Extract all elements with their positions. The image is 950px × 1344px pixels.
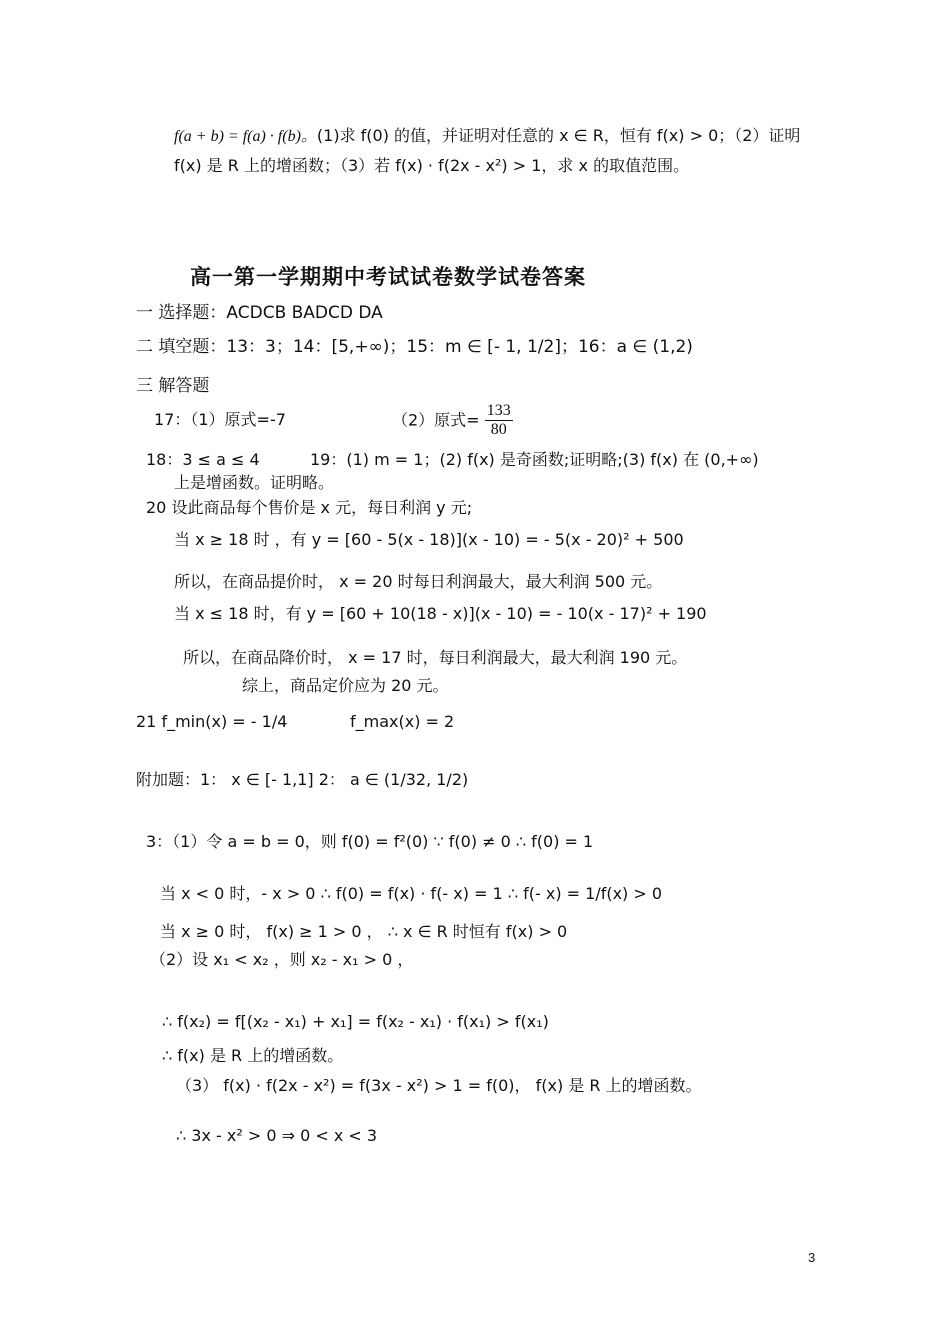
section-fill: 二 填空题：13：3；14：[5,+∞)；15：m ∈ [- 1, 1/2]；16：a ∈ (1,2): [136, 337, 693, 357]
answer-17-part1: 17：（1）原式=-7: [154, 410, 286, 429]
problem-line-1-math: f(a + b) = f(a) · f(b)。: [174, 128, 317, 145]
answer-18: 18：3 ≤ a ≤ 4: [146, 450, 260, 469]
answer-20-case2: 当 x ≤ 18 时，有 y = [60 + 10(18 - x)](x - 10) = - 10(x - 17)² + 190: [174, 604, 707, 623]
answer-21-min: 21 f_min(x) = - 1/4: [136, 712, 288, 731]
answer-21-max: f_max(x) = 2: [350, 712, 455, 731]
answer-17-numerator: 133: [486, 402, 511, 419]
page-number: 3: [808, 1250, 816, 1265]
answer-19: 19：(1) m = 1；(2) f(x) 是奇函数;证明略;(3) f(x) 在 (0,+∞): [310, 450, 759, 469]
answer-title: 高一第一学期期中考试试卷数学试卷答案: [190, 264, 586, 289]
answer-20-case1: 当 x ≥ 18 时 ，有 y = [60 - 5(x - 18)](x - 10) = - 5(x - 20)² + 500: [174, 530, 684, 549]
answer-17-denominator: 80: [490, 421, 507, 438]
answer-20-summary: 综上，商品定价应为 20 元。: [242, 676, 449, 695]
answer-20-result1: 所以，在商品提价时， x = 20 时每日利润最大，最大利润 500 元。: [174, 572, 663, 591]
extra-3-line-7: （3） f(x) · f(2x - x²) = f(3x - x²) > 1 = f(0)， f(x) 是 R 上的增函数。: [176, 1076, 702, 1095]
answer-17-part2-label: （2）原式=: [392, 410, 480, 430]
extra-3-line-2: 当 x < 0 时，- x > 0 ∴ f(0) = f(x) · f(- x) = 1 ∴ f(- x) = 1/f(x) > 0: [160, 884, 663, 903]
problem-line-2: f(x) 是 R 上的增函数；（3）若 f(x) · f(2x - x²) > 1，求 x 的取值范围。: [174, 156, 690, 175]
answer-19-continued: 上是增函数。证明略。: [174, 473, 335, 492]
answer-17-fraction: [485, 402, 513, 439]
extra-3-line-3: 当 x ≥ 0 时， f(x) ≥ 1 > 0 ， ∴ x ∈ R 时恒有 f(x) > 0: [160, 922, 568, 941]
answer-17-part2: [392, 402, 513, 439]
extra-3-line-4: （2）设 x₁ < x₂ ，则 x₂ - x₁ > 0 ，: [150, 950, 414, 969]
section-choice: 一 选择题：ACDCB BADCD DA: [136, 303, 383, 323]
extra-3-line-6: ∴ f(x) 是 R 上的增函数。: [162, 1046, 344, 1065]
extra-3-line-5: ∴ f(x₂) = f[(x₂ - x₁) + x₁] = f(x₂ - x₁) · f(x₁) > f(x₁): [162, 1012, 549, 1031]
extra-3-line-8: ∴ 3x - x² > 0 ⇒ 0 < x < 3: [176, 1126, 378, 1145]
problem-line-1: [174, 126, 800, 147]
extra-problems: 附加题：1： x ∈ [- 1,1] 2： a ∈ (1/32, 1/2): [136, 770, 469, 789]
section-solve: 三 解答题: [136, 376, 210, 396]
extra-3-line-1: 3：（1）令 a = b = 0，则 f(0) = f²(0) ∵ f(0) ≠ 0 ∴ f(0) = 1: [146, 832, 594, 851]
answer-20-result2: 所以，在商品降价时， x = 17 时，每日利润最大，最大利润 190 元。: [183, 648, 688, 667]
answer-20-intro: 20 设此商品每个售价是 x 元，每日利润 y 元;: [146, 498, 473, 517]
problem-line-1-text: (1)求 f(0) 的值，并证明对任意的 x ∈ R，恒有 f(x) > 0；（2）证明: [316, 126, 801, 145]
